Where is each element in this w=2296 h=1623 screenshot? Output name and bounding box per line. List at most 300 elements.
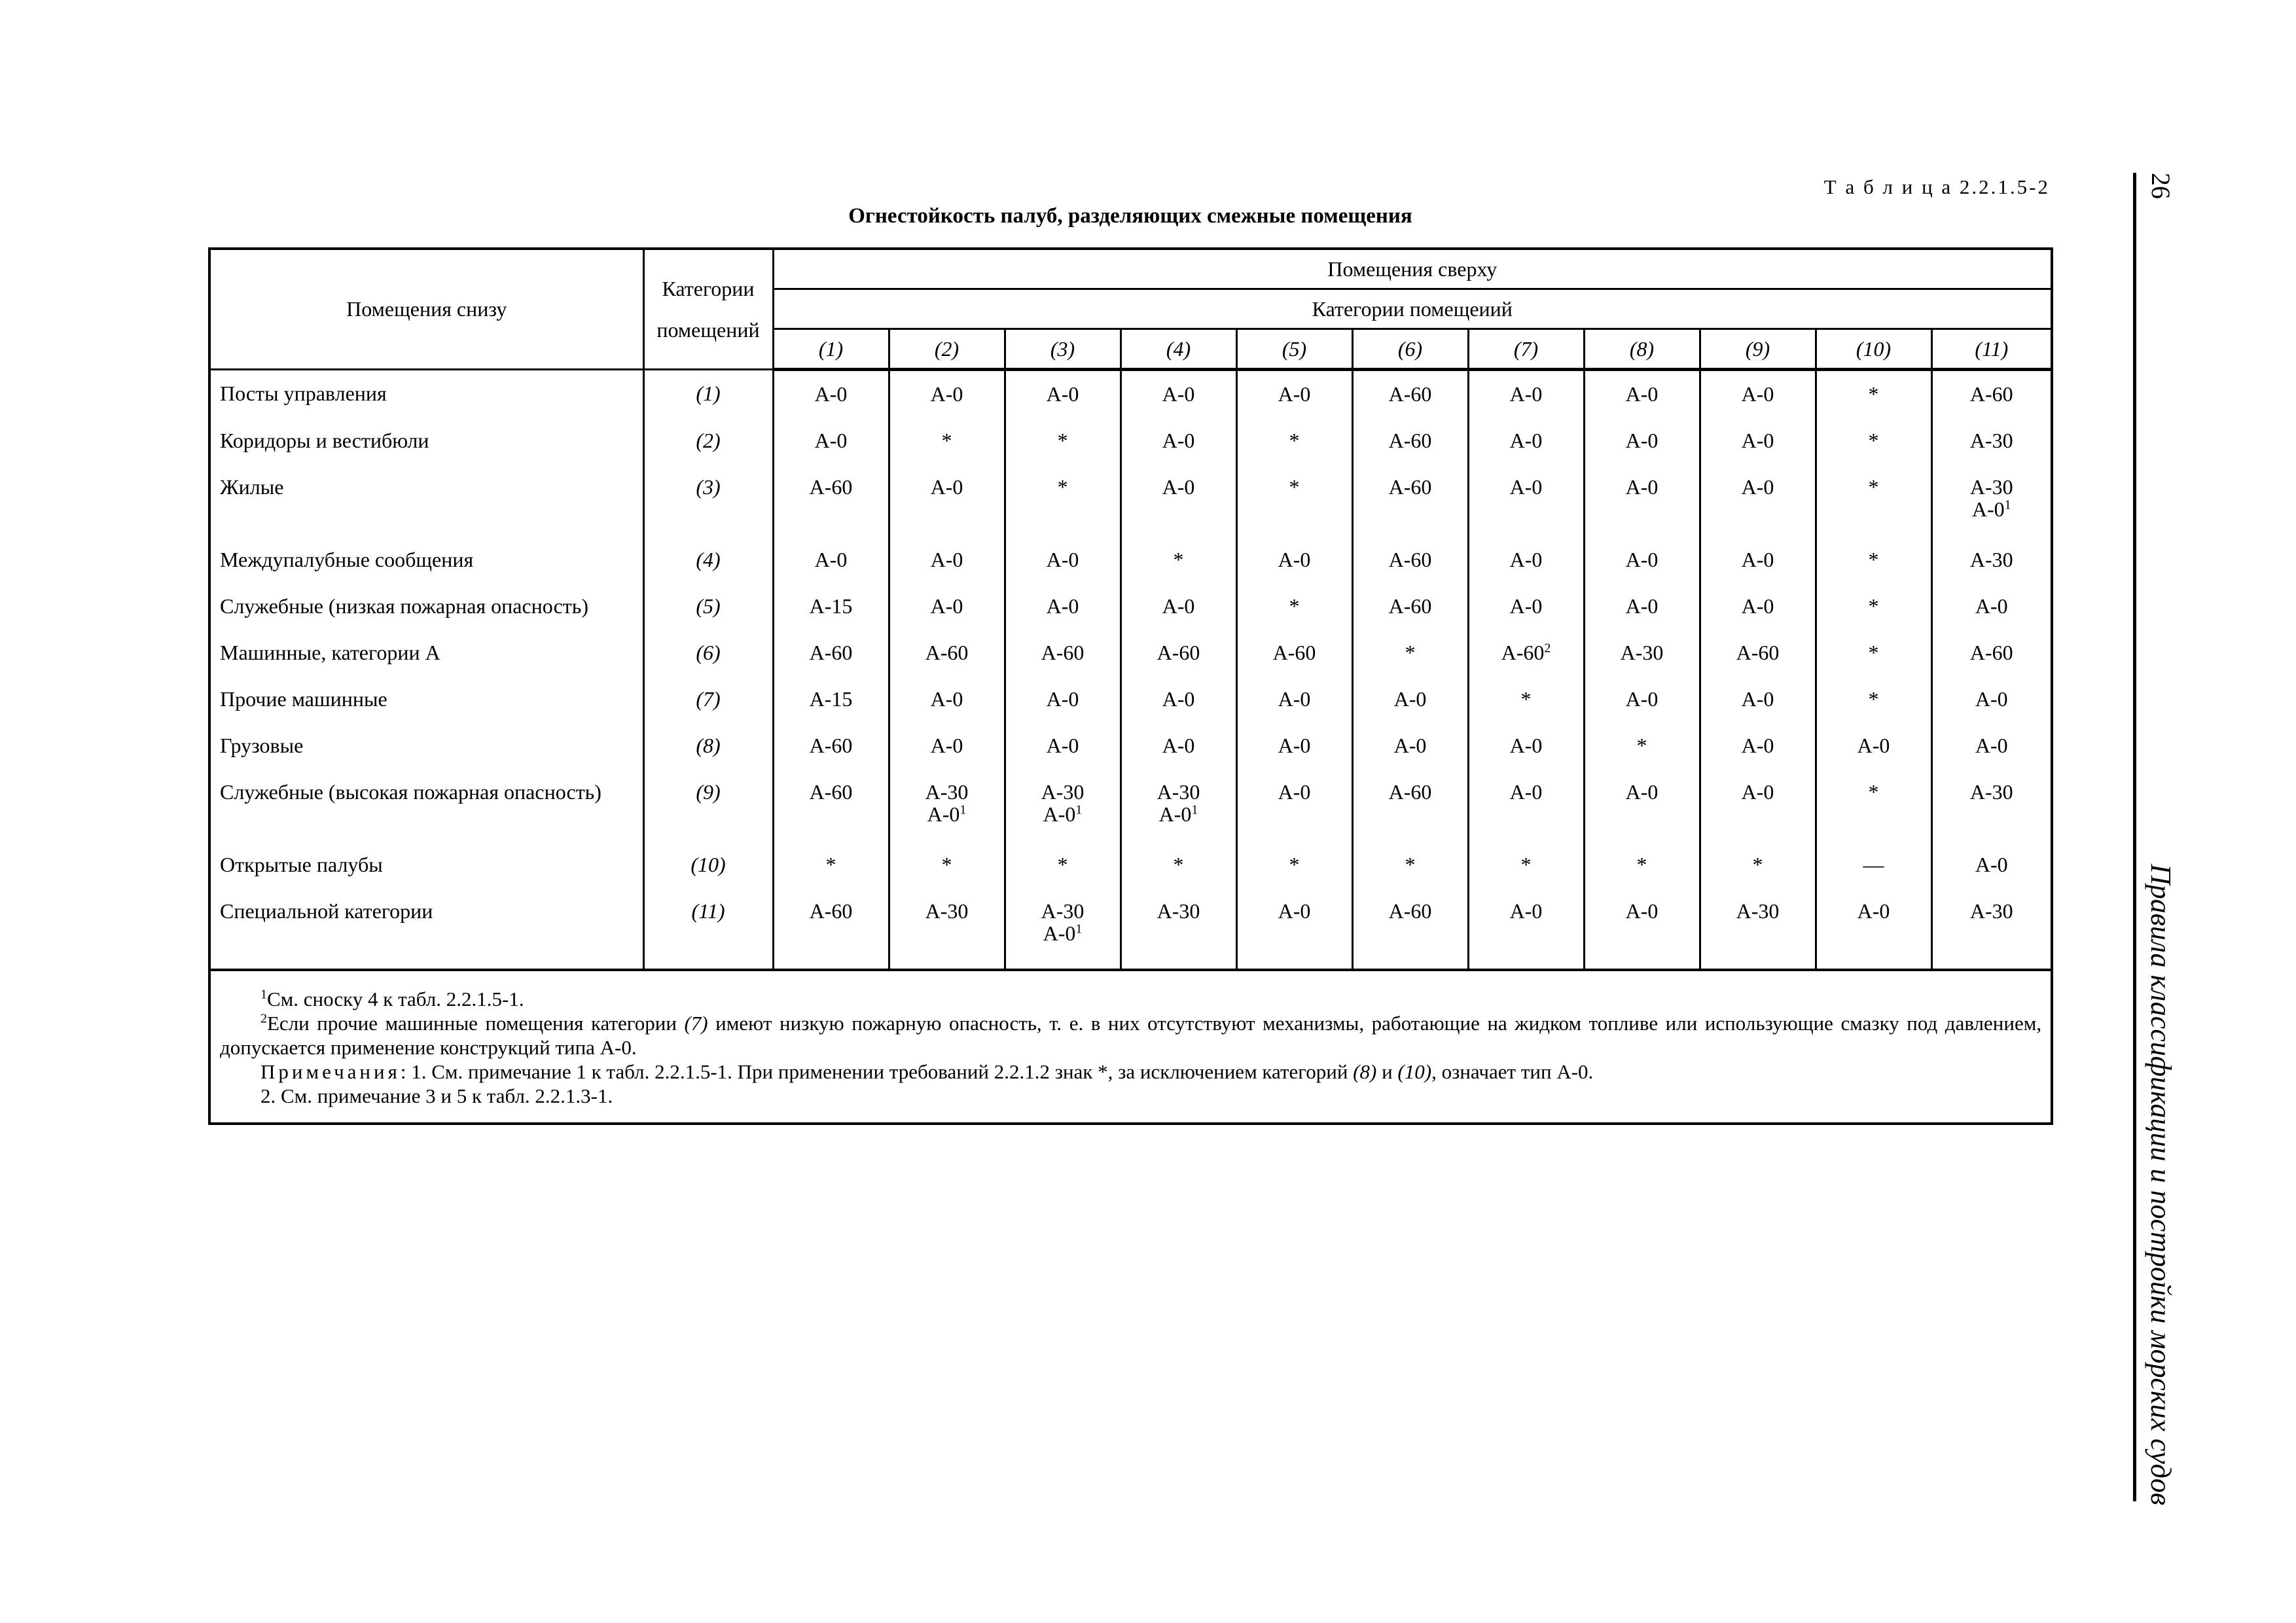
rating-cell: [1468, 724, 1584, 770]
rating-cell: [1005, 843, 1121, 889]
column-code: (2): [889, 329, 1005, 370]
rating-cell: [1700, 770, 1816, 843]
column-code: (9): [1700, 329, 1816, 370]
footnote-2-text-b: имеют низкую пожарную опасность, т. е. в них отсутствуют механизмы, работающие на жидком топливе или использующие смазку под давлением, допускается применение конструкций типа A-0.: [220, 1012, 2042, 1059]
rating-value: A-0: [930, 548, 963, 571]
rating-value: *: [1289, 429, 1300, 452]
rating-cell: [1931, 631, 2052, 677]
rating-cell: [1700, 538, 1816, 584]
rating-value: *: [1752, 853, 1763, 876]
rating-cell: [1236, 370, 1352, 419]
rating-cell: [1352, 538, 1468, 584]
rating-value: A-60: [809, 641, 853, 664]
rating-value: —: [1863, 853, 1884, 876]
rating-value: *: [941, 853, 952, 876]
rating-value: A-0: [1046, 734, 1079, 757]
rating-value: A-0: [1162, 429, 1195, 452]
rating-cell: [1468, 584, 1584, 631]
footnote-ref: 1: [1191, 802, 1198, 817]
rating-value: A-0: [1278, 899, 1311, 923]
rating-cell: [773, 677, 889, 724]
table-row: [209, 419, 2052, 465]
rating-cell: [889, 724, 1005, 770]
rating-value: A-60: [1969, 382, 2013, 406]
rating-value: A-0: [1741, 594, 1774, 618]
footnote-1-text: См. сноску 4 к табл. 2.2.1.5-1.: [267, 988, 524, 1010]
column-code: (1): [773, 329, 889, 370]
rating-cell: [889, 419, 1005, 465]
rating-value: *: [1868, 687, 1879, 711]
rating-value: A-15: [809, 594, 853, 618]
rating-cell: [889, 584, 1005, 631]
rating-cell: [1121, 370, 1236, 419]
rating-value: A-0: [930, 382, 963, 406]
rating-cell: [773, 419, 889, 465]
rating-value: A-0: [1046, 548, 1079, 571]
rating-value: A-0: [1857, 899, 1890, 923]
rating-value: *: [1405, 641, 1416, 664]
table-row: [209, 889, 2052, 970]
rating-value: *: [1289, 853, 1300, 876]
rating-value: A-0: [1857, 734, 1890, 757]
rating-value: A-60: [925, 641, 969, 664]
rating-value: A-0: [1162, 475, 1195, 499]
rating-cell: [1931, 538, 2052, 584]
page-number: 26: [2146, 173, 2176, 199]
rating-value: A-0: [1046, 594, 1079, 618]
rating-value: A-0: [1278, 548, 1311, 571]
rating-cell: [1931, 770, 2052, 843]
rating-cell: [1816, 889, 1931, 970]
rating-value: *: [1636, 853, 1647, 876]
rating-value: A-60: [1388, 548, 1432, 571]
rating-value: A-15: [809, 687, 853, 711]
rating-cell: [1700, 677, 1816, 724]
rating-value: A-0: [1509, 594, 1543, 618]
room-code: (6): [643, 631, 773, 677]
rating-cell: [1816, 843, 1931, 889]
footnote-ref: 1: [1075, 802, 1083, 817]
rating-cell: [1236, 677, 1352, 724]
rating-cell: [1005, 584, 1121, 631]
footnote-ref: 1: [2004, 497, 2011, 512]
rating-value: *: [1520, 687, 1532, 711]
rating-cell: [1931, 724, 2052, 770]
rating-value: A-0: [1625, 899, 1659, 923]
rating-cell: [1931, 889, 2052, 970]
rating-cell: [773, 889, 889, 970]
rating-cell: [1584, 677, 1700, 724]
rating-value: A-0: [1509, 382, 1543, 406]
rating-value: A-0: [1625, 594, 1659, 618]
table-row: [209, 677, 2052, 724]
rating-value: A-30: [925, 899, 969, 923]
rating-value: *: [1868, 780, 1879, 804]
rating-value: $A-0^1$: [927, 802, 967, 826]
header-rooms-below: Помещения снизу: [209, 249, 643, 370]
rating-cell: [1005, 677, 1121, 724]
rating-cell: [1352, 843, 1468, 889]
room-code: (2): [643, 419, 773, 465]
rating-value: A-0: [814, 382, 848, 406]
rating-cell: [1931, 584, 2052, 631]
rating-value: A-0: [930, 594, 963, 618]
rating-cell: [1931, 465, 2052, 538]
room-code: (8): [643, 724, 773, 770]
rating-cell: [1700, 370, 1816, 419]
footnote-2-ref: (7): [684, 1012, 708, 1035]
note-1-text-a: : 1. См. примечание 1 к табл. 2.2.1.5-1. При применении требований 2.2.1.2 знак *, за исключением категорий: [400, 1060, 1354, 1083]
rating-value: A-0: [1741, 734, 1774, 757]
room-name: Жилые: [209, 465, 643, 538]
side-rule: [2133, 173, 2136, 1501]
rating-cell: [1121, 889, 1236, 970]
column-code: (10): [1816, 329, 1931, 370]
rating-value: $A-0^1$: [1043, 802, 1083, 826]
rating-value: *: [1636, 734, 1647, 757]
footnote-ref: 1: [1075, 921, 1083, 936]
table-row: [209, 538, 2052, 584]
rating-cell: [1584, 631, 1700, 677]
rating-cell: [1584, 770, 1700, 843]
rating-cell: [1352, 631, 1468, 677]
rating-cell: [1005, 538, 1121, 584]
room-code: (4): [643, 538, 773, 584]
rating-value: A-0: [814, 429, 848, 452]
rating-value: A-30: [1969, 429, 2013, 452]
rating-cell: [1468, 370, 1584, 419]
rating-value: $A-0^1$: [1971, 497, 2011, 521]
rating-cell: [1816, 724, 1931, 770]
rating-cell: [889, 370, 1005, 419]
rating-value: A-30: [1969, 475, 2013, 499]
rating-value: A-0: [930, 734, 963, 757]
footnote-2: [220, 1011, 2041, 1060]
rating-cell: [1005, 419, 1121, 465]
table-notes: [209, 970, 2052, 1124]
rating-value: A-0: [1741, 429, 1774, 452]
rating-cell: [1236, 584, 1352, 631]
rating-value: A-0: [1278, 780, 1311, 804]
column-code: (7): [1468, 329, 1584, 370]
room-name: Коридоры и вестибюли: [209, 419, 643, 465]
note-1-ref-1: (8): [1353, 1060, 1377, 1083]
table-row: [209, 584, 2052, 631]
rating-value: A-30: [1157, 780, 1200, 804]
rating-cell: [1236, 889, 1352, 970]
rating-cell: [889, 631, 1005, 677]
rating-cell: [773, 465, 889, 538]
rating-cell: [1584, 465, 1700, 538]
rating-cell: [773, 770, 889, 843]
rating-value: A-30: [1736, 899, 1780, 923]
note-1-ref-2: (10): [1397, 1060, 1432, 1083]
table-row: [209, 724, 2052, 770]
rating-cell: [1005, 370, 1121, 419]
rating-value: A-0: [1975, 853, 2008, 876]
rating-value: A-0: [1741, 382, 1774, 406]
rating-cell: [889, 889, 1005, 970]
rating-cell: [1352, 770, 1468, 843]
note-1-text-b: , означает тип A-0.: [1431, 1060, 1594, 1083]
room-name: Посты управления: [209, 370, 643, 419]
room-code: (11): [643, 889, 773, 970]
rating-cell: [773, 538, 889, 584]
column-code: (6): [1352, 329, 1468, 370]
rating-value: *: [1868, 641, 1879, 664]
rating-cell: [889, 843, 1005, 889]
rating-value: A-0: [1975, 594, 2008, 618]
rating-value: A-0: [1162, 382, 1195, 406]
rating-value: A-0: [814, 548, 848, 571]
rating-value: A-0: [1625, 475, 1659, 499]
rating-value: A-0: [1278, 382, 1311, 406]
room-name: Машинные, категории А: [209, 631, 643, 677]
rating-value: *: [1057, 853, 1068, 876]
column-code: (4): [1121, 329, 1236, 370]
rating-value: $A-0^1$: [1043, 921, 1083, 945]
rating-value: *: [1405, 853, 1416, 876]
rating-value: A-60: [1736, 641, 1780, 664]
rating-value: *: [1289, 475, 1300, 499]
table-number-label: Т а б л и ц а 2.2.1.5-2: [1823, 175, 2050, 198]
rating-value: A-0: [1741, 475, 1774, 499]
rating-value: A-30: [1041, 780, 1085, 804]
rating-cell: [1931, 370, 2052, 419]
rating-cell: [889, 770, 1005, 843]
fire-resistance-table: [208, 247, 2053, 1125]
rating-value: A-0: [1509, 899, 1543, 923]
rating-cell: [1121, 631, 1236, 677]
rating-value: A-0: [1509, 780, 1543, 804]
rating-value: A-0: [1162, 734, 1195, 757]
rating-value: *: [1868, 548, 1879, 571]
rating-cell: [1816, 770, 1931, 843]
rating-value: A-0: [1162, 687, 1195, 711]
rating-value: *: [1520, 853, 1532, 876]
rating-value: A-0: [1625, 429, 1659, 452]
room-name: Открытые палубы: [209, 843, 643, 889]
room-name: Служебные (высокая пожарная опасность): [209, 770, 643, 843]
rating-value: A-0: [1975, 734, 2008, 757]
rating-cell: [1005, 631, 1121, 677]
rating-value: A-0: [1509, 548, 1543, 571]
rating-cell: [1468, 465, 1584, 538]
rating-cell: [1236, 465, 1352, 538]
rating-value: *: [1868, 382, 1879, 406]
column-code: (5): [1236, 329, 1352, 370]
rating-cell: [1468, 677, 1584, 724]
header-categories-line2: помещений: [656, 317, 760, 342]
rating-value: A-30: [1620, 641, 1664, 664]
rating-value: A-60: [809, 899, 853, 923]
rating-value: A-0: [1509, 429, 1543, 452]
rating-value: A-30: [1969, 548, 2013, 571]
rating-cell: [1584, 538, 1700, 584]
rating-value: A-60: [809, 734, 853, 757]
rating-cell: [1236, 724, 1352, 770]
footnote-1-mark: 1: [260, 987, 267, 1002]
rating-cell: [1121, 724, 1236, 770]
rating-cell: [889, 465, 1005, 538]
rating-value: A-60: [1388, 475, 1432, 499]
header-categories: [643, 249, 773, 370]
rating-value: A-60: [1272, 641, 1316, 664]
table-row: [209, 770, 2052, 843]
rating-cell: [1005, 889, 1121, 970]
rating-value: *: [1289, 594, 1300, 618]
rating-value: A-0: [1741, 780, 1774, 804]
table-row: [209, 631, 2052, 677]
rating-cell: [1121, 584, 1236, 631]
rating-value: A-0: [1625, 780, 1659, 804]
rating-value: *: [1057, 475, 1068, 499]
rating-cell: [1816, 465, 1931, 538]
rating-value: $A-0^1$: [1158, 802, 1198, 826]
rating-cell: [1816, 538, 1931, 584]
table-title: Огнестойкость палуб, разделяющих смежные помещения: [848, 204, 1412, 228]
rating-value: *: [1173, 853, 1184, 876]
rating-value: *: [1057, 429, 1068, 452]
rating-value: A-0: [1278, 734, 1311, 757]
rating-cell: [1700, 843, 1816, 889]
rating-value: A-0: [1741, 687, 1774, 711]
rating-cell: [1236, 538, 1352, 584]
rating-cell: [1931, 677, 2052, 724]
rating-value: A-60: [809, 475, 853, 499]
rating-value: A-60: [809, 780, 853, 804]
rating-value: *: [1173, 548, 1184, 571]
rating-value: *: [941, 429, 952, 452]
rating-value: A-30: [1041, 899, 1085, 923]
room-code: (9): [643, 770, 773, 843]
footnote-ref: 1: [960, 802, 967, 817]
rating-value: A-0: [930, 687, 963, 711]
rating-cell: [1584, 724, 1700, 770]
rating-value: A-60: [1041, 641, 1085, 664]
rating-cell: [1468, 631, 1584, 677]
rating-value: A-0: [1393, 734, 1427, 757]
rating-value: A-60: [1388, 382, 1432, 406]
rating-cell: [1121, 419, 1236, 465]
rating-value: A-0: [1625, 382, 1659, 406]
rating-cell: [1931, 419, 2052, 465]
rating-value: A-0: [1741, 548, 1774, 571]
rating-cell: [1700, 889, 1816, 970]
rating-value: A-0: [1046, 687, 1079, 711]
room-name: Грузовые: [209, 724, 643, 770]
rating-cell: [773, 724, 889, 770]
rating-cell: [1584, 584, 1700, 631]
room-code: (7): [643, 677, 773, 724]
running-title: Правила классификации и постройки морских судов: [2145, 864, 2177, 1506]
rating-cell: [1352, 889, 1468, 970]
rating-value: A-30: [1969, 899, 2013, 923]
table-row: [209, 465, 2052, 538]
rating-value: A-0: [1393, 687, 1427, 711]
rating-value: A-60: [1388, 780, 1432, 804]
note-2: 2. См. примечание 3 и 5 к табл. 2.2.1.3-1.: [260, 1084, 613, 1107]
rating-value: $A-60^2$: [1501, 641, 1551, 664]
rating-value: A-0: [1625, 548, 1659, 571]
footnote-2-mark: 2: [260, 1011, 267, 1026]
room-name: Междупалубные сообщения: [209, 538, 643, 584]
note-1-text-mid: и: [1376, 1060, 1398, 1083]
rating-cell: [773, 584, 889, 631]
table-row: [209, 843, 2052, 889]
rating-cell: [1700, 465, 1816, 538]
footnote-2-text-a: Если прочие машинные помещения категории: [267, 1012, 685, 1035]
rating-cell: [1700, 724, 1816, 770]
note-1: [220, 1060, 2041, 1084]
rating-value: A-0: [1509, 475, 1543, 499]
rating-cell: [1931, 843, 2052, 889]
rating-value: A-0: [1162, 594, 1195, 618]
rating-cell: [1816, 419, 1931, 465]
rating-value: A-60: [1388, 429, 1432, 452]
rating-value: A-0: [1975, 687, 2008, 711]
rating-cell: [1468, 770, 1584, 843]
rating-value: A-60: [1969, 641, 2013, 664]
rating-value: A-30: [1969, 780, 2013, 804]
rating-value: A-60: [1388, 899, 1432, 923]
footnote-ref: 2: [1544, 641, 1551, 656]
rating-value: A-30: [925, 780, 969, 804]
rating-cell: [1584, 419, 1700, 465]
rating-cell: [1121, 538, 1236, 584]
rating-cell: [1816, 584, 1931, 631]
rating-cell: [773, 843, 889, 889]
rating-cell: [1700, 631, 1816, 677]
rating-cell: [1352, 584, 1468, 631]
rating-cell: [1005, 724, 1121, 770]
column-code: (3): [1005, 329, 1121, 370]
rating-cell: [1121, 770, 1236, 843]
rating-cell: [1352, 677, 1468, 724]
rating-cell: [1236, 631, 1352, 677]
rating-value: A-60: [1157, 641, 1200, 664]
footnote-1: [220, 987, 2041, 1011]
rating-cell: [1121, 677, 1236, 724]
rating-cell: [1121, 843, 1236, 889]
rating-value: A-60: [1388, 594, 1432, 618]
room-name: Прочие машинные: [209, 677, 643, 724]
table-row: [209, 370, 2052, 419]
rating-cell: [1236, 770, 1352, 843]
rating-cell: [1352, 370, 1468, 419]
rating-cell: [1700, 419, 1816, 465]
rating-value: A-0: [930, 475, 963, 499]
column-code: (8): [1584, 329, 1700, 370]
rating-cell: [1816, 370, 1931, 419]
rating-value: *: [1868, 594, 1879, 618]
header-room-categories: Категории помещеиий: [773, 289, 2052, 329]
note-label: Примечания: [260, 1060, 401, 1083]
column-code: (11): [1931, 329, 2052, 370]
rating-cell: [1584, 370, 1700, 419]
rating-cell: [889, 538, 1005, 584]
table-body: [209, 370, 2052, 971]
room-code: (1): [643, 370, 773, 419]
rating-value: A-0: [1625, 687, 1659, 711]
rating-cell: [1005, 465, 1121, 538]
rating-cell: [1121, 465, 1236, 538]
rating-cell: [1236, 419, 1352, 465]
rating-value: *: [1868, 429, 1879, 452]
rating-cell: [1584, 889, 1700, 970]
rating-cell: [1584, 843, 1700, 889]
room-name: Служебные (низкая пожарная опасность): [209, 584, 643, 631]
